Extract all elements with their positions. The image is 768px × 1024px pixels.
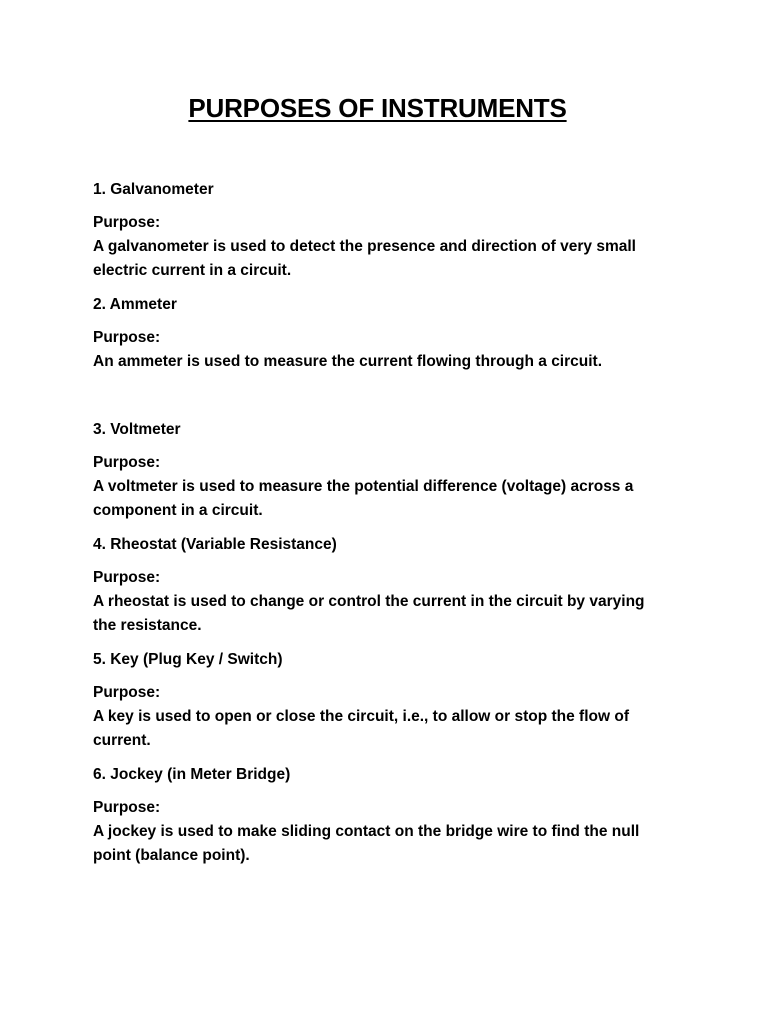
document-title: PURPOSES OF INSTRUMENTS bbox=[188, 93, 567, 123]
purpose-label: Purpose: bbox=[93, 569, 161, 586]
purpose-text: An ammeter is used to measure the current flowing through a circuit. bbox=[93, 353, 603, 370]
instrument-heading: 5. Key (Plug Key / Switch) bbox=[93, 651, 283, 668]
instrument-list bbox=[93, 178, 668, 868]
purpose-text: A voltmeter is used to measure the potential difference (voltage) across a component in a circuit. bbox=[93, 478, 634, 519]
instrument-heading: 2. Ammeter bbox=[93, 296, 177, 313]
instrument-item-jockey bbox=[93, 763, 668, 868]
purpose-text: A rheostat is used to change or control the current in the circuit by varying the resistance. bbox=[93, 593, 645, 634]
purpose-label: Purpose: bbox=[93, 799, 161, 816]
instrument-item-ammeter bbox=[93, 293, 668, 374]
purpose-text: A jockey is used to make sliding contact on the bridge wire to find the null point (balance point). bbox=[93, 823, 640, 864]
purpose-label: Purpose: bbox=[93, 329, 161, 346]
purpose-text: A key is used to open or close the circuit, i.e., to allow or stop the flow of current. bbox=[93, 708, 629, 749]
purpose-label: Purpose: bbox=[93, 214, 161, 231]
instrument-heading: 6. Jockey (in Meter Bridge) bbox=[93, 766, 291, 783]
instrument-heading: 3. Voltmeter bbox=[93, 421, 181, 438]
instrument-item-key bbox=[93, 648, 668, 753]
instrument-item-rheostat bbox=[93, 533, 668, 638]
instrument-heading: 4. Rheostat (Variable Resistance) bbox=[93, 536, 337, 553]
instrument-item-voltmeter bbox=[93, 418, 668, 523]
purpose-label: Purpose: bbox=[93, 454, 161, 471]
purpose-label: Purpose: bbox=[93, 684, 161, 701]
instrument-heading: 1. Galvanometer bbox=[93, 181, 214, 198]
purpose-text: A galvanometer is used to detect the presence and direction of very small electric current in a circuit. bbox=[93, 238, 636, 279]
instrument-item-galvanometer bbox=[93, 178, 668, 283]
